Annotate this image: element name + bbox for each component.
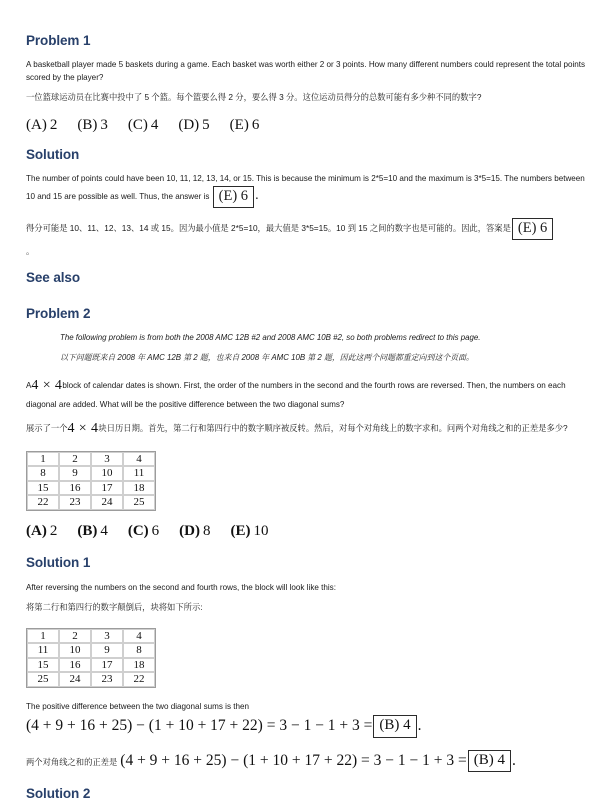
- choice-c-label: (C): [127, 116, 148, 133]
- grid-cell: 25: [123, 495, 155, 510]
- grid-cell: 10: [91, 466, 123, 481]
- choice-b-label: (B): [77, 116, 98, 133]
- grid-cell: 24: [91, 495, 123, 510]
- boxed-answer-b-zh: (B) 4: [468, 750, 511, 772]
- table-row: [27, 629, 155, 644]
- table-row: [27, 643, 155, 658]
- choice-d: [179, 522, 210, 542]
- equation-tail: .: [417, 716, 422, 734]
- grid-cell: 22: [123, 672, 155, 687]
- grid-cell: 11: [27, 643, 59, 658]
- problem-2-choices: [26, 522, 586, 542]
- problem-1-statement-zh: 一位篮球运动员在比赛中投中了 5 个篮。每个篮要么得 2 分，要么得 3 分。这位运动员得分的总数可能有多少种不同的数字?: [26, 92, 482, 103]
- problem-1-statement-en: A basketball player made 5 baskets during a game. Each basket was worth either 2 or 3 points. How many different numbers could represent the total points scored by the player?: [26, 60, 586, 83]
- heading-solution: Solution: [26, 147, 80, 162]
- choice-c-value: 4: [150, 116, 159, 133]
- grid-cell: 18: [123, 658, 155, 673]
- table-row: [27, 481, 155, 496]
- choice-d-value: 5: [202, 116, 210, 133]
- table-row: [27, 495, 155, 510]
- solution-one-equation-lead-en: The positive difference between the two diagonal sums is then: [26, 701, 250, 711]
- choice-a-label: (A): [26, 116, 47, 133]
- problem-2-statement-zh-a: 展示了一个: [26, 423, 68, 434]
- grid-cell: 23: [91, 672, 123, 687]
- calendar-grid-reversed: [26, 628, 156, 688]
- choice-b-value: 3: [100, 116, 108, 133]
- choice-a-label: (A): [26, 522, 47, 539]
- grid-cell: 25: [27, 672, 59, 687]
- grid-cell: 4: [123, 629, 155, 644]
- grid-cell: 2: [59, 452, 91, 467]
- choice-a: [26, 522, 57, 542]
- choice-e: [230, 116, 260, 136]
- solution-1-boxed-answer-wrap: [212, 188, 259, 205]
- problem-2-note-en: The following problem is from both the 2008 AMC 12B #2 and 2008 AMC 10B #2, so both problems redirect to this page.: [60, 333, 481, 343]
- grid-cell: 24: [59, 672, 91, 687]
- solution-one-text-en: After reversing the numbers on the second and fourth rows, the block will look like this:: [26, 582, 336, 592]
- choice-e-value: 10: [253, 522, 269, 539]
- grid-cell: 15: [27, 481, 59, 496]
- grid-cell: 8: [27, 466, 59, 481]
- grid-cell: 3: [91, 452, 123, 467]
- grid-cell: 17: [91, 481, 123, 496]
- grid-cell: 9: [59, 466, 91, 481]
- problem-1-choices: [26, 116, 586, 136]
- grid-cell: 3: [91, 629, 123, 644]
- table-row: [27, 672, 155, 687]
- problem-2-statement-en: [26, 375, 586, 411]
- choice-b: [77, 522, 108, 542]
- solution-1-text-zh: [26, 218, 586, 240]
- table-row: [27, 466, 155, 481]
- choice-d-value: 8: [202, 522, 211, 539]
- grid-cell: 4: [123, 452, 155, 467]
- problem-2-statement-en-a: A: [26, 381, 32, 391]
- choice-a-value: 2: [49, 522, 58, 539]
- choice-d: [178, 116, 209, 136]
- heading-solution-1: Solution 1: [26, 555, 91, 571]
- grid-cell: 1: [27, 452, 59, 467]
- boxed-answer-e: (E) 6: [213, 186, 254, 208]
- grid-cell: 18: [123, 481, 155, 496]
- grid-cell: 17: [91, 658, 123, 673]
- heading-problem-1: Problem 1: [26, 33, 91, 48]
- problem-2-statement-zh-b: 块日历日期。首先，第二行和第四行中的数字顺序被反转。然后，对每个对角线上的数字求和。问两个对角线之和的正差是多少?: [98, 423, 568, 434]
- heading-see-also: See also: [26, 269, 80, 285]
- table-row: [27, 658, 155, 673]
- solution-one-equation-en: [26, 715, 586, 738]
- grid-cell: 15: [27, 658, 59, 673]
- grid-cell: 8: [123, 643, 155, 658]
- solution-one-equation-lead-zh: 两个对角线之和的正差是: [26, 756, 118, 767]
- solution-1-text-zh-after: 。: [26, 245, 35, 256]
- inline-math-4x4-zh: 4 × 4: [67, 421, 99, 437]
- choice-c: [128, 116, 159, 136]
- problem-2-note-block: [26, 331, 586, 365]
- solution-one-text-zh: 将第二行和第四行的数字颠倒后，块将如下所示:: [26, 601, 203, 612]
- solution-1-text-en-before: The number of points could have been 10, 11, 12, 13, 14, or 15. This is because the minimum is 2*5=10 and the maximum is 3*5=15. The numbers between 10 and 15 are possible as well. Thus, the answer is: [26, 174, 585, 202]
- grid-cell: 16: [59, 658, 91, 673]
- solution-one-equation-zh: [26, 750, 586, 773]
- grid-cell: 22: [27, 495, 59, 510]
- inline-math-4x4: 4 × 4: [31, 378, 63, 394]
- problem-2-note-zh: 以下问题既来自 2008 年 AMC 12B 第 2 题，也来自 2008 年 AMC 10B 第 2 题，因此这两个问题都重定向到这个页面。: [60, 352, 474, 362]
- choice-e-value: 6: [251, 116, 260, 133]
- choice-b-label: (B): [77, 522, 98, 539]
- grid-cell: 2: [59, 629, 91, 644]
- boxed-answer-b: (B) 4: [373, 715, 416, 737]
- choice-c: [128, 522, 159, 542]
- choice-c-label: (C): [127, 522, 149, 539]
- boxed-answer-e-zh: (E) 6: [512, 218, 553, 240]
- problem-2-statement-en-b: block of calendar dates is shown. First, the order of the numbers in the second and the fourth rows are reversed. Then, the numbers on each diagonal are added. What will be the positive difference between the two diagonal sums?: [26, 381, 566, 410]
- heading-solution-2: Solution 2: [26, 786, 91, 802]
- choice-e-label: (E): [230, 522, 251, 539]
- choice-d-label: (D): [179, 522, 200, 539]
- equation-tail-zh: .: [511, 751, 516, 769]
- grid-cell: 9: [91, 643, 123, 658]
- choice-c-value: 6: [151, 522, 160, 539]
- grid-cell: 16: [59, 481, 91, 496]
- choice-d-label: (D): [178, 116, 200, 133]
- choice-a: [26, 116, 57, 136]
- article-content: [26, 33, 586, 811]
- choice-a-value: 2: [49, 116, 58, 133]
- solution-1-text-en: [26, 172, 586, 208]
- grid-cell: 23: [59, 495, 91, 510]
- solution-1-text-en-after: .: [255, 188, 259, 204]
- solution-1-text-zh-before: 得分可能是 10、11、12、13、14 或 15。因为最小值是 2*5=10，最大值是 3*5=15。10 到 15 之间的数字也是可能的。因此，答案是: [26, 223, 511, 234]
- calendar-grid-original: [26, 451, 156, 511]
- table-row: [27, 452, 155, 467]
- heading-problem-2: Problem 2: [26, 305, 91, 321]
- choice-e: [230, 522, 268, 542]
- equation-expression: (4 + 9 + 16 + 25) − (1 + 10 + 17 + 22) = 3 − 1 − 1 + 3 =: [26, 716, 373, 734]
- problem-2-statement-zh: [26, 417, 586, 441]
- equation-expression-zh: (4 + 9 + 16 + 25) − (1 + 10 + 17 + 22) = 3 − 1 − 1 + 3 =: [120, 751, 467, 769]
- choice-e-label: (E): [229, 116, 249, 133]
- grid-cell: 10: [59, 643, 91, 658]
- choice-b-value: 4: [100, 522, 108, 539]
- choice-b: [77, 116, 108, 136]
- grid-cell: 11: [123, 466, 155, 481]
- grid-cell: 1: [27, 629, 59, 644]
